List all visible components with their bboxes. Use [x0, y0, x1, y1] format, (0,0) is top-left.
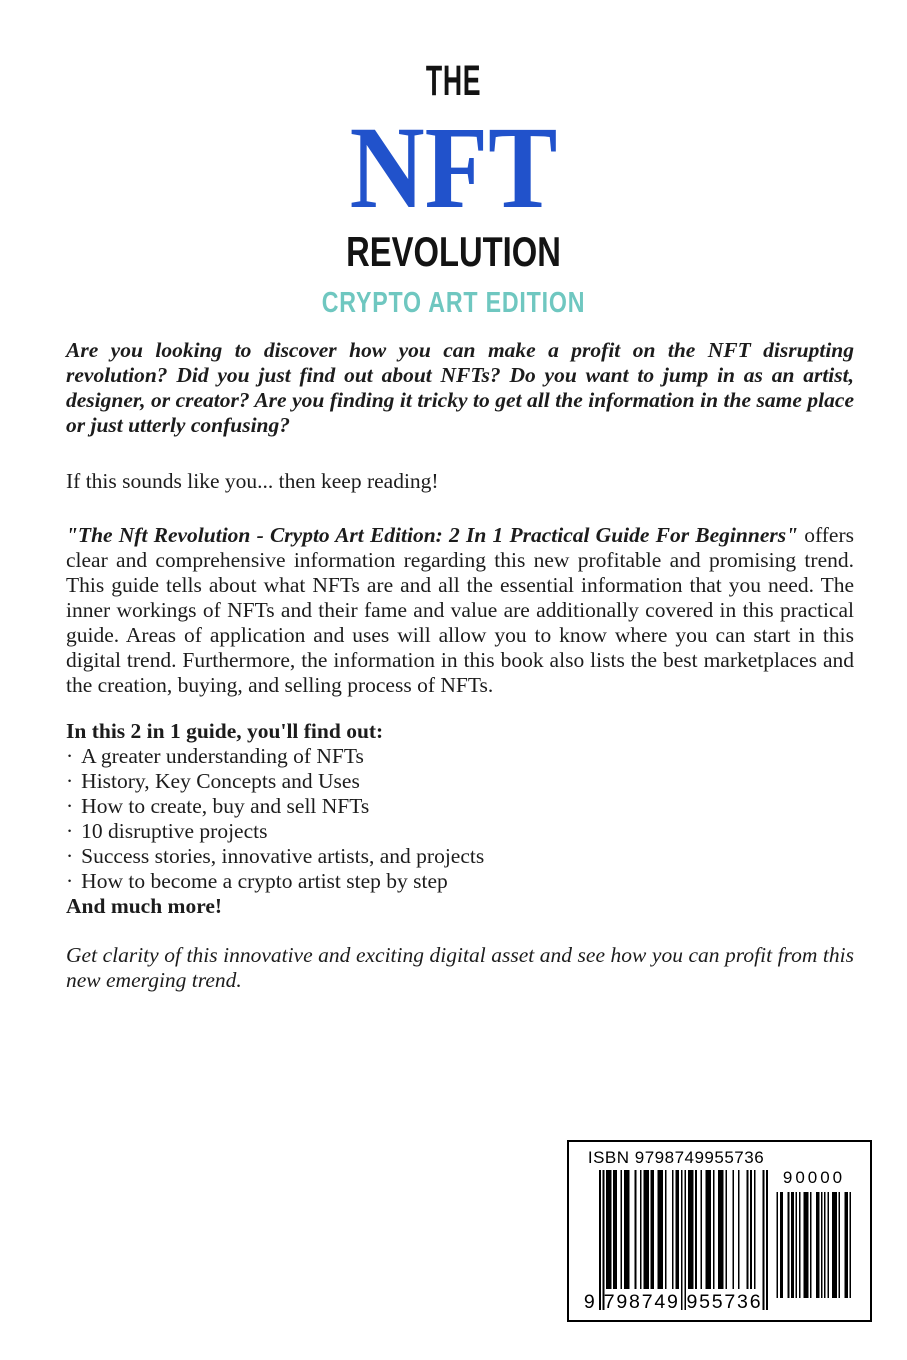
bullet-dot: ·: [66, 769, 74, 793]
bullet-dot: ·: [66, 844, 74, 868]
list-item: [66, 794, 854, 819]
bullet-dot: ·: [66, 794, 74, 818]
list-item: [66, 769, 854, 794]
title-edition-crypto-art: CRYPTO ART EDITION: [321, 287, 586, 319]
back-cover-text: [66, 338, 854, 993]
title-nft: NFT: [349, 102, 558, 233]
hook-line: If this sounds like you... then keep reading!: [66, 469, 439, 493]
bullet-dot: ·: [66, 869, 74, 893]
list-item-label: 10 disruptive projects: [81, 819, 268, 843]
intro-paragraph: Are you looking to discover how you can make a profit on the NFT disrupting revolution? Did you just find out about NFTs? Do you want to jump in as an artist, designer, or creator? Are you finding it tricky to get all the information in the same place or just utterly confusing?: [66, 338, 854, 437]
closing-paragraph: Get clarity of this innovative and exciting digital asset and see how you can profit from this new emerging trend.: [66, 943, 854, 992]
barcode-digit-lead: 9: [583, 1291, 595, 1310]
barcode-addon-number: 90000: [782, 1168, 846, 1187]
list-item: [66, 844, 854, 869]
title-revolution: REVOLUTION: [346, 228, 561, 275]
list-item: [66, 744, 854, 769]
list-item-label: A greater understanding of NFTs: [81, 744, 364, 768]
barcode-digits-right: 955736: [686, 1291, 763, 1310]
list-item-label: Success stories, innovative artists, and projects: [81, 844, 485, 868]
isbn-barcode-block: [567, 1140, 872, 1322]
list-item-label: History, Key Concepts and Uses: [81, 769, 360, 793]
title-block: [0, 57, 907, 319]
features-section: [66, 719, 854, 919]
ean5-addon-barcode: [775, 1192, 851, 1298]
list-item: [66, 869, 854, 894]
description-body: offers clear and comprehensive information regarding this new profitable and promising trend. This guide tells about what NFTs are and all the essential information that you need. The inner workings of NFTs and their fame and value are additionally covered in this practical guide. Areas of application and uses will allow you to know where you can start in this digital trend. Furthermore, the information in this book also lists the best marketplaces and the creation, buying, and selling process of NFTs.: [66, 523, 854, 697]
ean13-barcode: [583, 1170, 768, 1310]
title-the: THE: [425, 57, 482, 105]
barcode-digits-left: 798749: [603, 1291, 680, 1310]
isbn-number-label: ISBN 9798749955736: [587, 1148, 765, 1167]
features-footer: And much more!: [66, 894, 223, 918]
list-item-label: How to become a crypto artist step by step: [81, 869, 448, 893]
bullet-dot: ·: [66, 744, 74, 768]
features-header: In this 2 in 1 guide, you'll find out:: [66, 719, 384, 743]
description-paragraph: [66, 523, 854, 698]
bullet-dot: ·: [66, 819, 74, 843]
quoted-book-title: "The Nft Revolution - Crypto Art Edition: 2 In 1 Practical Guide For Beginners": [66, 523, 799, 547]
list-item-label: How to create, buy and sell NFTs: [81, 794, 370, 818]
list-item: [66, 819, 854, 844]
